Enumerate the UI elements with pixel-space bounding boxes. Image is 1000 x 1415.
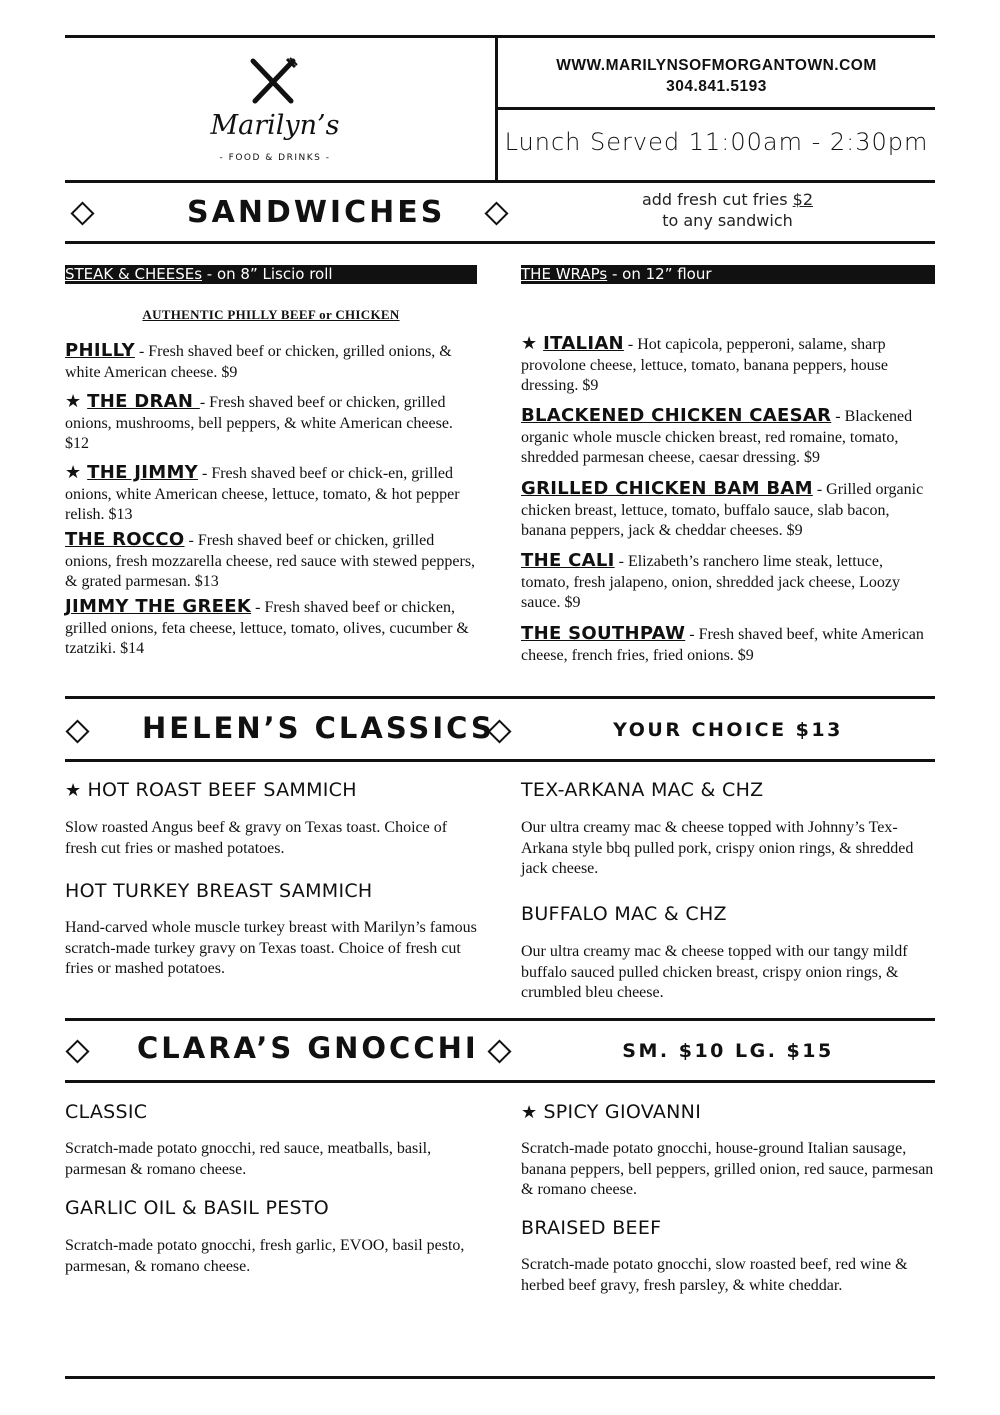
diamond-icon: [484, 201, 508, 225]
fork-knife-icon: [247, 57, 299, 105]
item-description: Slow roasted Angus beef & gravy on Texas toast. Choice of fresh cut fries or mashed potatoes.: [65, 819, 448, 857]
menu-item: [65, 392, 477, 455]
logo-name: Marilyn’s: [210, 110, 340, 141]
item-name: THE DRAN: [87, 391, 200, 412]
item-description: - Blackened organic whole muscle chicken breast, red romaine, tomato, shredded parmesan cheese, caesar dressing. $9: [521, 408, 913, 466]
website-link[interactable]: WWW.MARILYNSOFMORGANTOWN.COM: [556, 57, 877, 74]
diamond-icon: [487, 1039, 511, 1063]
diamond-icon: [65, 1039, 89, 1063]
menu-item: [521, 551, 935, 614]
item-name: ★ HOT ROAST BEEF SAMMICH: [65, 779, 357, 801]
item-name: JIMMY THE GREEK: [65, 596, 252, 617]
menu-item: [65, 341, 483, 383]
item-description: - Elizabeth’s ranchero lime steak, lettuce, tomato, fresh jalapeno, onion, shredded jack cheese, Loozy sauce. $9: [521, 553, 900, 611]
category-bar-wraps: THE WRAPs - on 12” flour: [521, 265, 935, 284]
section-rule: [65, 1018, 935, 1021]
item-description: - Fresh shaved beef or chick-en, grilled onions, white American cheese, lettuce, tomato, & hot pepper relish. $13: [65, 465, 460, 523]
item-name: ITALIAN: [543, 333, 624, 354]
item-name: ★ SPICY GIOVANNI: [521, 1101, 702, 1123]
lunch-hours: Lunch Served 11:00am - 2:30pm: [504, 128, 929, 156]
section-rule: [65, 1080, 935, 1083]
star-icon: ★: [65, 462, 82, 483]
item-name: BLACKENED CHICKEN CAESAR: [521, 405, 832, 426]
star-icon: ★: [65, 780, 82, 801]
star-icon: ★: [521, 1102, 538, 1123]
section-price: SM. $10 LG. $15: [622, 1040, 834, 1062]
bottom-rule: [65, 1376, 935, 1379]
item-name: CLASSIC: [65, 1101, 148, 1123]
item-description: - Fresh shaved beef, white American cheese, french fries, fried onions. $9: [521, 626, 924, 664]
item-name: TEX-ARKANA MAC & CHZ: [521, 779, 764, 801]
item-description: - Fresh shaved beef or chicken, grilled onions, feta cheese, lettuce, tomato, olives, cucumber & tzatziki. $14: [65, 599, 469, 657]
section-title-helens-classics: HELEN’S CLASSICS: [142, 711, 495, 745]
section-rule: [65, 241, 935, 244]
fries-price: $2: [792, 190, 814, 209]
header-mid-rule: [498, 107, 935, 110]
fries-note: add fresh cut fries $2 to any sandwich: [641, 190, 814, 230]
section-rule: [65, 759, 935, 762]
star-icon: ★: [65, 391, 82, 412]
item-description: Hand-carved whole muscle turkey breast with Marilyn’s famous scratch-made turkey gravy on Texas toast. Choice of fresh cut fries or mashed potatoes.: [65, 919, 477, 977]
category-bar-steak-cheese: STEAK & CHEESEs - on 8” Liscio roll: [65, 265, 477, 284]
menu-item: [65, 597, 477, 660]
menu-item: [521, 334, 935, 397]
section-title-claras-gnocchi: CLARA’S GNOCCHI: [137, 1031, 479, 1065]
item-description: - Grilled organic chicken breast, lettuce, tomato, buffalo sauce, slab bacon, banana peppers, jack & cheddar cheeses. $9: [521, 481, 924, 539]
item-name: GRILLED CHICKEN BAM BAM: [521, 478, 813, 499]
diamond-icon: [70, 201, 94, 225]
logo: [170, 55, 380, 170]
item-name: THE ROCCO: [65, 529, 185, 550]
item-name: THE CALI: [521, 550, 615, 571]
item-name: HOT TURKEY BREAST SAMMICH: [65, 880, 373, 902]
item-name: THE SOUTHPAW: [521, 623, 686, 644]
phone-number[interactable]: 304.841.5193: [666, 78, 767, 95]
authentic-philly-subheading: AUTHENTIC PHILLY BEEF or CHICKEN: [142, 307, 400, 322]
item-name: PHILLY: [65, 340, 135, 361]
item-name: THE JIMMY: [87, 462, 198, 483]
item-description: Scratch-made potato gnocchi, fresh garlic, EVOO, basil pesto, parmesan, & romano cheese.: [65, 1237, 465, 1275]
menu-item: [65, 530, 483, 593]
section-price: YOUR CHOICE $13: [613, 719, 843, 741]
item-description: - Hot capicola, pepperoni, salame, sharp provolone cheese, lettuce, tomato, banana peppers, house dressing. $9: [521, 336, 888, 394]
item-description: - Fresh shaved beef or chicken, grilled onions, fresh mozzarella cheese, red sauce with stewed peppers, & grated parmesan. $13: [65, 532, 476, 590]
star-icon: ★: [521, 333, 538, 354]
section-rule: [65, 696, 935, 699]
item-description: Scratch-made potato gnocchi, house-ground Italian sausage, banana peppers, bell peppers, grilled onion, red sauce, parmesan & romano cheese.: [521, 1140, 934, 1198]
logo-tagline: - FOOD & DRINKS -: [219, 153, 331, 163]
menu-item: [521, 624, 935, 666]
header-bottom-rule: [65, 180, 935, 183]
item-name: GARLIC OIL & BASIL PESTO: [65, 1197, 330, 1219]
item-description: - Fresh shaved beef or chicken, grilled onions, mushrooms, bell peppers, & white American cheese. $12: [65, 394, 453, 452]
item-description: Our ultra creamy mac & cheese topped with our tangy mildf buffalo sauced pulled chicken breast, crispy onion rings, & crumbled bleu cheese.: [521, 943, 908, 1001]
item-description: Scratch-made potato gnocchi, red sauce, meatballs, basil, parmesan & romano cheese.: [65, 1140, 432, 1178]
diamond-icon: [65, 719, 89, 743]
item-description: - Fresh shaved beef or chicken, grilled onions, & white American cheese. $9: [65, 343, 452, 381]
section-title-sandwiches: SANDWICHES: [187, 195, 446, 230]
menu-item: [521, 479, 935, 542]
item-name: BRAISED BEEF: [521, 1217, 662, 1239]
top-rule: [65, 35, 935, 38]
menu-item: [65, 463, 477, 526]
item-description: Scratch-made potato gnocchi, slow roasted beef, red wine & herbed beef gravy, fresh parsley, & white cheddar.: [521, 1256, 908, 1294]
menu-item: [521, 406, 935, 469]
item-name: BUFFALO MAC & CHZ: [521, 903, 727, 925]
item-description: Our ultra creamy mac & cheese topped with Johnny’s Tex-Arkana style bbq pulled pork, crispy onion rings, & shredded jack cheese.: [521, 819, 914, 877]
